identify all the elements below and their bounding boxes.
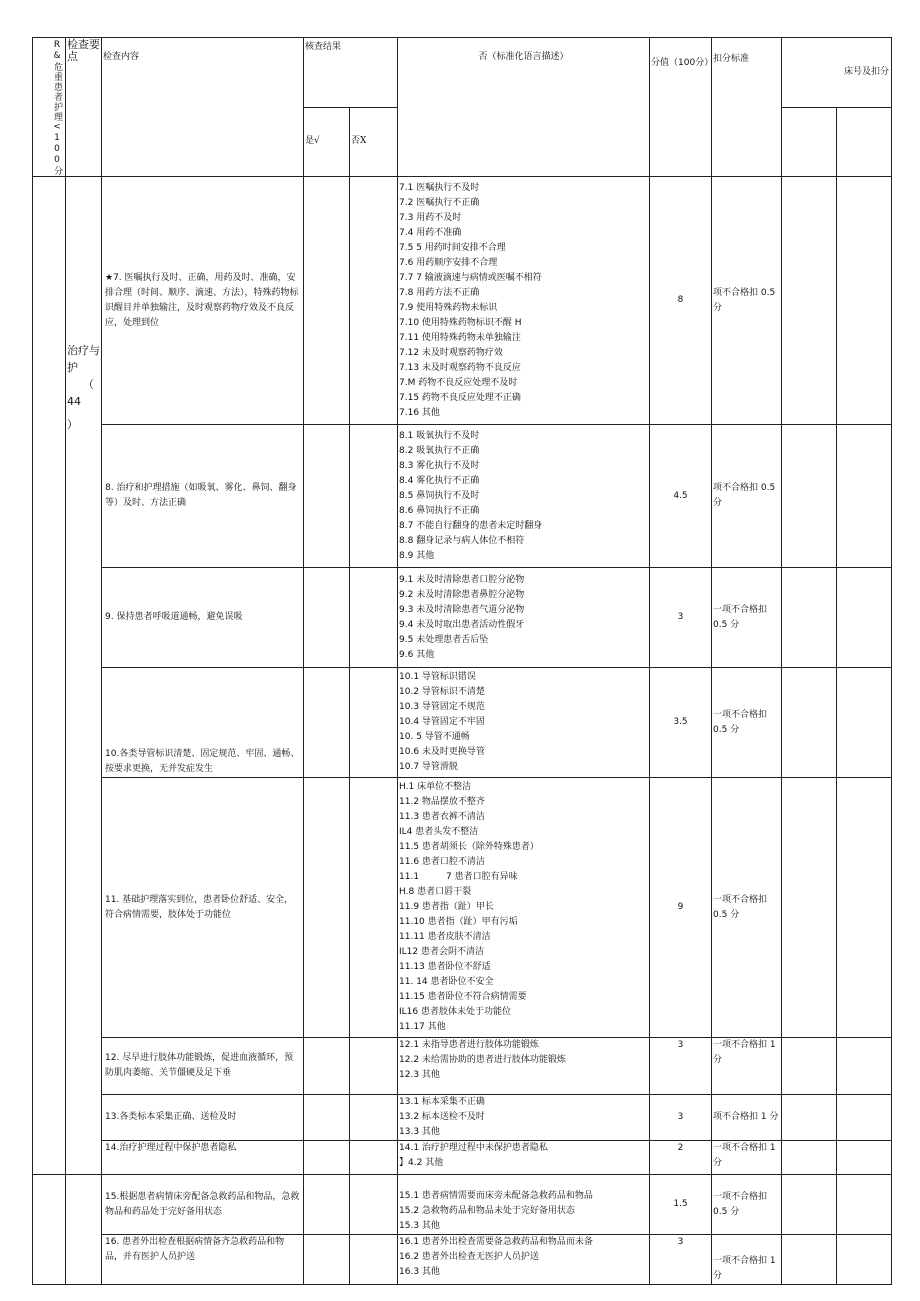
deduction-standard: 项不合格扣 0.5 分 xyxy=(712,177,782,425)
bed-header: 床号及扣分 xyxy=(782,38,892,108)
section-label-text: 治疗与护 xyxy=(67,344,100,374)
list-item: 8.3 雾化执行不及时 xyxy=(399,460,480,471)
table-row xyxy=(33,425,892,568)
list-item: 12.3 其他 xyxy=(399,1070,440,1080)
list-item: 16.1 患者外出检查需要备急救药品和物品而未备 xyxy=(399,1237,593,1247)
no-check-cell[interactable] xyxy=(350,1095,398,1141)
bed-cell[interactable] xyxy=(837,1038,892,1095)
score-value: 1.5 xyxy=(650,1175,712,1235)
bed-cell[interactable] xyxy=(837,1175,892,1235)
list-item: 7.3 用药不及时 xyxy=(399,212,462,223)
bed-cell[interactable] xyxy=(837,107,892,177)
category-cell xyxy=(33,177,66,1175)
description-list xyxy=(398,1175,650,1235)
list-item: IL12 患者会阴不清洁 xyxy=(399,947,484,957)
bed-cell[interactable] xyxy=(837,668,892,778)
score-value: 8 xyxy=(650,177,712,425)
list-item: 8.8 翻身记录与病人体位不相符 xyxy=(399,535,525,546)
description-list xyxy=(398,1235,650,1285)
score-value: 4.5 xyxy=(650,425,712,568)
list-item: 7.8 用药方法不正确 xyxy=(399,287,480,298)
table-row xyxy=(33,1141,892,1175)
list-item: 7.10 使用特殊药物标识不醒 H xyxy=(399,317,522,328)
list-item: 9.1 未及时清除患者口腔分泌物 xyxy=(399,574,525,585)
deduction-standard: 一项不合格扣 0.5 分 xyxy=(712,568,782,668)
list-item: 8.4 雾化执行不正确 xyxy=(399,475,480,486)
description-list xyxy=(398,1095,650,1141)
no-check-cell[interactable] xyxy=(350,1038,398,1095)
check-content: 8. 治疗和护理措施（如吸氧、雾化、鼻饲、翻身等）及时、方法正确 xyxy=(102,425,304,568)
list-item: 7.4 用药不准确 xyxy=(399,227,462,238)
table-row xyxy=(33,177,892,425)
list-item: 8.7 不能自行翻身的患者未定时翻身 xyxy=(399,520,543,531)
section-label-number: 44 xyxy=(67,395,81,408)
list-item: 15.2 急救物药品和物品未处于完好备用状态 xyxy=(399,1206,575,1216)
check-content: 12. 尽早进行肢体功能锻炼，促进血液循环，预防肌肉萎缩、关节僵硬及足下垂 xyxy=(102,1038,304,1095)
score-value: 9 xyxy=(650,778,712,1038)
list-item: 8.9 其他 xyxy=(399,550,435,561)
check-content: 9. 保持患者呼吸道通畅，避免误吸 xyxy=(102,568,304,668)
list-item: 7.15 药物不良反应处理不正确 xyxy=(399,392,521,403)
bed-cell[interactable] xyxy=(782,1038,837,1095)
bed-cell[interactable] xyxy=(782,177,837,425)
bed-cell[interactable] xyxy=(837,778,892,1038)
list-item: 11.2 物品摆放不整齐 xyxy=(399,797,485,807)
category-cell xyxy=(33,1175,66,1285)
list-item: 11.3 患者衣裤不清洁 xyxy=(399,812,485,822)
list-item: 9.2 未及时清除患者鼻腔分泌物 xyxy=(399,589,525,600)
deduction-standard: 一项不合格扣 1 分 xyxy=(712,1141,782,1175)
section-label-open: （ xyxy=(83,378,94,391)
inspection-table xyxy=(32,37,892,1285)
table-row xyxy=(33,1235,892,1285)
list-item: 13.2 标本送检不及时 xyxy=(399,1112,485,1122)
no-check-cell[interactable] xyxy=(350,668,398,778)
list-item: 15.1 患者病情需要而床旁未配备急救药品和物品 xyxy=(399,1191,593,1201)
deduction-standard: 项不合格扣 1 分 xyxy=(712,1095,782,1141)
table-row xyxy=(33,778,892,1038)
description-list xyxy=(398,425,650,568)
list-item: 7.9 使用特殊药物未标识 xyxy=(399,302,498,313)
list-item: 12.1 未指导患者进行肢体功能锻炼 xyxy=(399,1040,539,1050)
list-item: 14.1 治疗护理过程中未保护患者隐私 xyxy=(399,1143,548,1153)
list-item: 8.2 吸氧执行不正确 xyxy=(399,445,480,456)
description-list xyxy=(398,1038,650,1095)
check-content: 10.各类导管标识清楚、固定规范、牢固、通畅、按要求更换，无并发症发生 xyxy=(102,668,304,778)
list-item: 9.5 未处理患者舌后坠 xyxy=(399,634,489,645)
description-list xyxy=(398,668,650,778)
no-check-cell[interactable] xyxy=(350,1175,398,1235)
bed-cell[interactable] xyxy=(837,177,892,425)
result-header: 核查结果 xyxy=(304,38,398,108)
section-label-close: ） xyxy=(67,418,78,431)
table-row xyxy=(33,1038,892,1095)
bed-cell[interactable] xyxy=(782,778,837,1038)
deduction-standard: 一项不合格扣 0.5 分 xyxy=(712,668,782,778)
list-item: IL16 患者肢体未处于功能位 xyxy=(399,1007,511,1017)
description-list xyxy=(398,1141,650,1175)
list-item: 9.4 未及时取出患者活动性假牙 xyxy=(399,619,525,630)
bed-cell[interactable] xyxy=(782,107,837,177)
yes-check-cell[interactable] xyxy=(304,425,350,568)
description-list xyxy=(398,568,650,668)
list-item: 16.3 其他 xyxy=(399,1267,440,1277)
deduction-standard: 项不合格扣 0.5 分 xyxy=(712,425,782,568)
bed-cell[interactable] xyxy=(837,1095,892,1141)
no-header: 否X xyxy=(350,107,398,177)
description-header: 否（标准化语言描述） xyxy=(398,38,650,177)
yes-check-cell[interactable] xyxy=(304,1038,350,1095)
content-header: 检查内容 xyxy=(102,38,304,177)
list-item: 9.3 未及时清除患者气道分泌物 xyxy=(399,604,525,615)
list-item: 7.7 7 输液滴速与病情或医嘱不相符 xyxy=(399,272,542,283)
list-item: IL4 患者头发不整洁 xyxy=(399,827,479,837)
table-row xyxy=(33,568,892,668)
list-item: 12.2 未给需协助的患者进行肢体功能锻炼 xyxy=(399,1055,566,1065)
score-value: 3 xyxy=(650,1038,712,1095)
list-item: 11.1 7 患者口腔有异味 xyxy=(399,872,518,882)
list-item: 8.6 鼻饲执行不正确 xyxy=(399,505,480,516)
no-check-cell[interactable] xyxy=(350,568,398,668)
deduction-standard: 一项不合格扣 1 分 xyxy=(712,1235,782,1285)
deduction-standard: 一项不合格扣 0.5 分 xyxy=(712,778,782,1038)
yes-check-cell[interactable] xyxy=(304,177,350,425)
list-item: 11.5 患者胡须长（除外特殊患者） xyxy=(399,842,539,852)
list-item: 8.5 鼻饲执行不及时 xyxy=(399,490,480,501)
no-check-cell[interactable] xyxy=(350,1141,398,1175)
list-item: 11.11 患者皮肤不清洁 xyxy=(399,932,491,942)
list-item: 10.3 导管固定不规范 xyxy=(399,702,485,712)
check-content: 13.各类标本采集正确、送检及时 xyxy=(102,1095,304,1141)
score-value: 2 xyxy=(650,1141,712,1175)
bed-cell[interactable] xyxy=(837,425,892,568)
check-content: 16. 患者外出检查根据病情备齐急救药品和物品，并有医护人员护送 xyxy=(102,1235,304,1285)
list-item: 11.17 其他 xyxy=(399,1022,446,1032)
table-row xyxy=(33,1095,892,1141)
deduction-standard: 一项不合格扣 0.5 分 xyxy=(712,1175,782,1235)
list-item: 16.2 患者外出检查无医护人员护送 xyxy=(399,1252,539,1262)
list-item: H.1 床单位不整洁 xyxy=(399,782,472,792)
bed-cell[interactable] xyxy=(837,1141,892,1175)
bed-cell[interactable] xyxy=(782,425,837,568)
score-value: 3.5 xyxy=(650,668,712,778)
list-item: 11.10 患者指（趾）甲有污垢 xyxy=(399,917,518,927)
key-points-header: 检查要点 xyxy=(66,38,102,177)
list-item: 7.M 药物不良反应处理不及时 xyxy=(399,377,518,388)
score-value: 3 xyxy=(650,1235,712,1285)
table-row xyxy=(33,1175,892,1235)
list-item: 10.6 未及时更换导管 xyxy=(399,747,485,757)
list-item: 7.5 5 用药时间安排不合理 xyxy=(399,242,506,253)
deduction-standard: 一项不合格扣 1 分 xyxy=(712,1038,782,1095)
yes-check-cell[interactable] xyxy=(304,668,350,778)
no-check-cell[interactable] xyxy=(350,425,398,568)
yes-check-cell[interactable] xyxy=(304,568,350,668)
description-list xyxy=(398,778,650,1038)
list-item: 10. 5 导管不通畅 xyxy=(399,732,470,742)
list-item: 13.1 标本采集不正确 xyxy=(399,1097,485,1107)
list-item: 】4.2 其他 xyxy=(399,1158,444,1168)
list-item: 8.1 吸氧执行不及时 xyxy=(399,430,480,441)
list-item: 7.12 未及时观察药物疗效 xyxy=(399,347,503,358)
yes-check-cell[interactable] xyxy=(304,1175,350,1235)
yes-check-cell[interactable] xyxy=(304,1095,350,1141)
list-item: 11.15 患者卧位不符合病情需要 xyxy=(399,992,527,1002)
bed-cell[interactable] xyxy=(837,1235,892,1285)
list-item: 11.9 患者指（趾）甲长 xyxy=(399,902,494,912)
no-check-cell[interactable] xyxy=(350,1235,398,1285)
list-item: 9.6 其他 xyxy=(399,649,435,660)
list-item: 10.4 导管固定不牢固 xyxy=(399,717,485,727)
check-content: 11. 基础护理落实到位，患者卧位舒适、安全，符合病情需要，肢体处于功能位 xyxy=(102,778,304,1038)
list-item: 7.6 用药顺序安排不合理 xyxy=(399,257,498,268)
yes-check-cell[interactable] xyxy=(304,1235,350,1285)
list-item: H.8 患者口唇干裂 xyxy=(399,887,472,897)
list-item: 11.6 患者口腔不清洁 xyxy=(399,857,485,867)
list-item: 11.13 患者卧位不舒适 xyxy=(399,962,491,972)
list-item: 15.3 其他 xyxy=(399,1221,440,1231)
score-value: 3 xyxy=(650,1095,712,1141)
bed-cell[interactable] xyxy=(782,568,837,668)
check-content: 15.根据患者病情床旁配备急救药品和物品，急救物品和药品处于完好备用状态 xyxy=(102,1175,304,1235)
yes-check-cell[interactable] xyxy=(304,1141,350,1175)
list-item: 10.1 导管标识错误 xyxy=(399,672,476,682)
list-item: 7.2 医嘱执行不正确 xyxy=(399,197,480,208)
bed-cell[interactable] xyxy=(782,1141,837,1175)
section-label xyxy=(66,1175,102,1285)
bed-cell[interactable] xyxy=(782,1235,837,1285)
category-header: R&危重患者护理<100分 xyxy=(33,38,66,177)
list-item: 11. 14 患者卧位不安全 xyxy=(399,977,494,987)
list-item: 13.3 其他 xyxy=(399,1127,440,1137)
list-item: 7.1 医嘱执行不及时 xyxy=(399,182,480,193)
description-list xyxy=(398,177,650,425)
bed-cell[interactable] xyxy=(782,1175,837,1235)
score-value: 3 xyxy=(650,568,712,668)
bed-cell[interactable] xyxy=(782,668,837,778)
list-item: 7.13 未及时观察药物不良反应 xyxy=(399,362,521,373)
no-check-cell[interactable] xyxy=(350,778,398,1038)
score-header: 分值（100分） xyxy=(650,38,712,177)
no-check-cell[interactable] xyxy=(350,177,398,425)
list-item: 10.7 导管滑脱 xyxy=(399,762,458,772)
check-content: ★7. 医嘱执行及时、正确，用药及时、准确，安排合理（时间、顺序、滴速、方法），特殊药物标识醒目并单独输注，及时观察药物疗效及不良反应，处理到位 xyxy=(102,177,304,425)
list-item: 7.11 使用特殊药物未单独输注 xyxy=(399,332,521,343)
check-content: 14.治疗护理过程中保护患者隐私 xyxy=(102,1141,304,1175)
deduction-header: 扣分标准 xyxy=(712,38,782,177)
yes-header: 是√ xyxy=(304,107,350,177)
bed-cell[interactable] xyxy=(837,568,892,668)
section-label xyxy=(66,177,102,1175)
list-item: 7.16 其他 xyxy=(399,407,440,418)
bed-cell[interactable] xyxy=(782,1095,837,1141)
yes-check-cell[interactable] xyxy=(304,778,350,1038)
list-item: 10.2 导管标识不清楚 xyxy=(399,687,485,697)
table-row xyxy=(33,668,892,778)
